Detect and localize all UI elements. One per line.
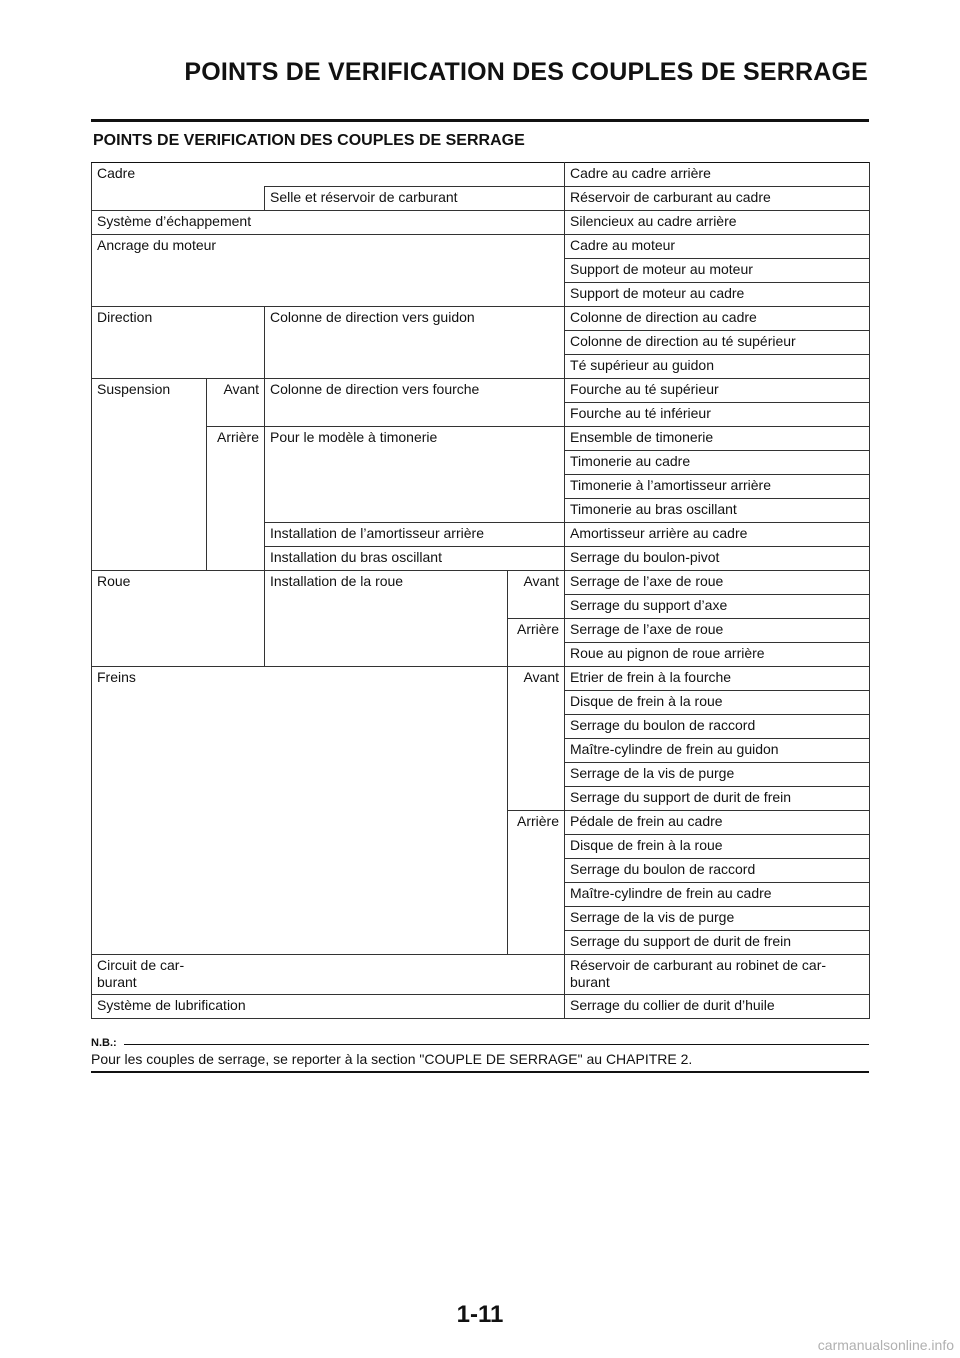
category-line: Circuit de car-	[97, 957, 185, 973]
position-arriere: Arrière	[207, 427, 265, 571]
torque-check-table	[91, 162, 870, 1019]
check-item: Timonerie au bras oscillant	[565, 499, 870, 523]
check-item: Fourche au té inférieur	[565, 403, 870, 427]
table-row	[92, 955, 870, 995]
note-label: N.B.:	[91, 1037, 117, 1049]
category-freins: Freins	[92, 667, 508, 955]
category-lubrification: Système de lubrification	[92, 995, 565, 1019]
table-row	[92, 379, 870, 403]
position-arriere: Arrière	[508, 811, 565, 955]
position-avant: Avant	[508, 667, 565, 811]
check-item: Silencieux au cadre arrière	[565, 211, 870, 235]
check-item: Timonerie à l’amortisseur arrière	[565, 475, 870, 499]
table-row	[92, 211, 870, 235]
note-bottom-rule	[91, 1071, 869, 1073]
check-item: Colonne de direction au cadre	[565, 307, 870, 331]
table-row	[92, 427, 870, 451]
section-title: POINTS DE VERIFICATION DES COUPLES DE SERRAGE	[93, 132, 525, 149]
position-arriere: Arrière	[508, 619, 565, 667]
table-row	[92, 187, 870, 211]
check-item: Roue au pignon de roue arrière	[565, 643, 870, 667]
check-item: Serrage de la vis de purge	[565, 763, 870, 787]
category-direction: Direction	[92, 307, 265, 379]
subcategory-cell: Installation du bras oscillant	[265, 547, 565, 571]
check-item: Colonne de direction au té supérieur	[565, 331, 870, 355]
item-line: burant	[570, 974, 610, 990]
subcategory-cell: Colonne de direction vers guidon	[265, 307, 565, 379]
category-carburant	[92, 955, 565, 995]
check-item: Serrage du collier de durit d’huile	[565, 995, 870, 1019]
check-item: Disque de frein à la roue	[565, 691, 870, 715]
watermark: carmanualsonline.info	[817, 1337, 954, 1353]
table-row	[92, 307, 870, 331]
check-item: Serrage du support de durit de frein	[565, 931, 870, 955]
category-moteur: Ancrage du moteur	[92, 235, 565, 307]
empty-cell	[92, 187, 265, 211]
table-row	[92, 667, 870, 691]
subcategory-cell: Installation de la roue	[265, 571, 508, 667]
subcategory-cell: Pour le modèle à timonerie	[265, 427, 565, 523]
check-item: Cadre au moteur	[565, 235, 870, 259]
check-item: Serrage du boulon-pivot	[565, 547, 870, 571]
position-avant: Avant	[207, 379, 265, 427]
check-item: Serrage de l’axe de roue	[565, 619, 870, 643]
subcategory-cell: Installation de l’amortisseur arrière	[265, 523, 565, 547]
check-item: Serrage de la vis de purge	[565, 907, 870, 931]
subcategory-cell: Colonne de direction vers fourche	[265, 379, 565, 427]
category-line: burant	[97, 974, 137, 990]
check-item: Maître-cylindre de frein au cadre	[565, 883, 870, 907]
check-item: Fourche au té supérieur	[565, 379, 870, 403]
check-item: Amortisseur arrière au cadre	[565, 523, 870, 547]
check-item: Disque de frein à la roue	[565, 835, 870, 859]
item-line: Réservoir de carburant au robinet de car-	[570, 957, 827, 973]
page-number: 1-11	[456, 1301, 504, 1328]
category-roue: Roue	[92, 571, 265, 667]
check-item: Ensemble de timonerie	[565, 427, 870, 451]
check-item	[565, 955, 870, 995]
check-item: Maître-cylindre de frein au guidon	[565, 739, 870, 763]
note-rule	[124, 1044, 869, 1045]
check-item: Té supérieur au guidon	[565, 355, 870, 379]
table-row	[92, 571, 870, 595]
category-cadre: Cadre	[92, 163, 565, 187]
position-avant: Avant	[508, 571, 565, 619]
check-item: Serrage de l’axe de roue	[565, 571, 870, 595]
check-item: Réservoir de carburant au cadre	[565, 187, 870, 211]
check-item: Cadre au cadre arrière	[565, 163, 870, 187]
category-echappement: Système d’échappement	[92, 211, 565, 235]
page-header-title: POINTS DE VERIFICATION DES COUPLES DE SERRAGE	[184, 58, 868, 86]
check-item: Pédale de frein au cadre	[565, 811, 870, 835]
table-row	[92, 235, 870, 259]
check-item: Timonerie au cadre	[565, 451, 870, 475]
check-item: Support de moteur au cadre	[565, 283, 870, 307]
table-row	[92, 163, 870, 187]
note-text: Pour les couples de serrage, se reporter à la section "COUPLE DE SERRAGE" au CHAPITRE 2.	[91, 1051, 693, 1067]
check-item: Serrage du support d’axe	[565, 595, 870, 619]
check-item: Etrier de frein à la fourche	[565, 667, 870, 691]
check-item: Serrage du boulon de raccord	[565, 715, 870, 739]
check-item: Support de moteur au moteur	[565, 259, 870, 283]
check-item: Serrage du boulon de raccord	[565, 859, 870, 883]
check-item: Serrage du support de durit de frein	[565, 787, 870, 811]
table-row	[92, 995, 870, 1019]
header-rule	[91, 119, 869, 122]
category-suspension: Suspension	[92, 379, 207, 571]
subcategory-cell: Selle et réservoir de carburant	[265, 187, 565, 211]
